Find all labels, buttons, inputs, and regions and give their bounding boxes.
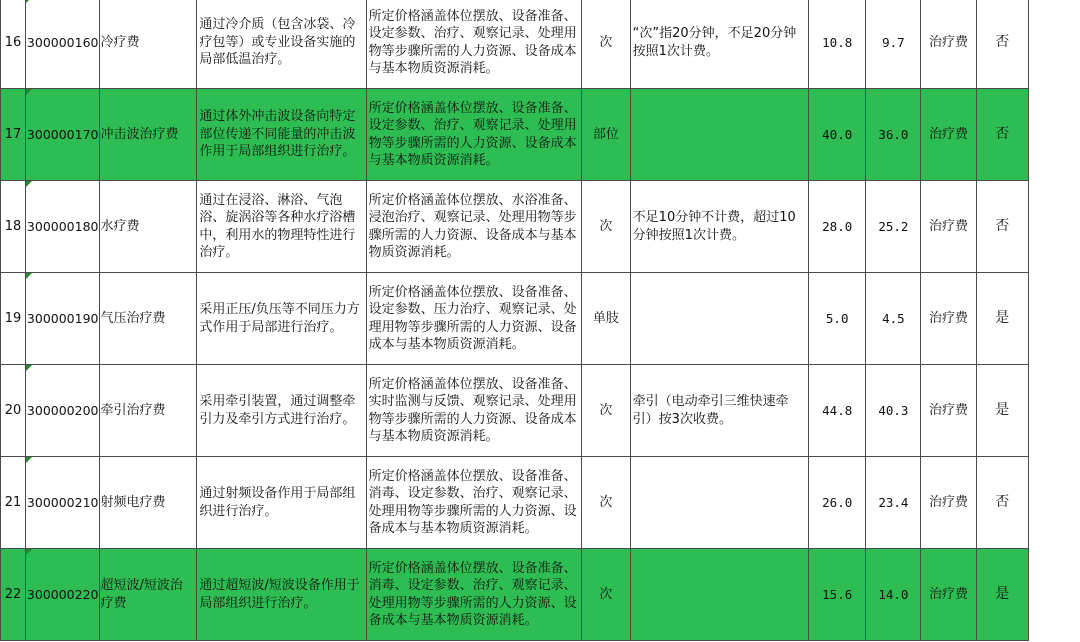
item-name: 牵引治疗费 [99,365,197,457]
insurance-flag: 否 [976,89,1028,181]
insurance-flag: 否 [976,181,1028,273]
pricing-unit: 次 [582,181,631,273]
pricing-note [630,89,808,181]
pricing-note: 牵引（电动牵引三维快速牵引）按3次收费。 [630,365,808,457]
pricing-unit: 次 [582,0,631,89]
price-level-1: 40.0 [809,89,866,181]
fee-category: 治疗费 [921,365,976,457]
item-code: 300000180 [25,181,99,273]
item-name: 冷疗费 [99,0,197,89]
fee-category: 治疗费 [921,457,976,549]
price-level-2: 40.3 [866,365,921,457]
price-scope: 所定价格涵盖体位摆放、设备准备、设定参数、治疗、观察记录、处理用物等步骤所需的人力资源、设备成本与基本物质资源消耗。 [366,89,582,181]
price-level-2: 25.2 [866,181,921,273]
insurance-flag: 是 [976,273,1028,365]
pricing-unit: 单肢 [582,273,631,365]
table-row [1,457,1080,549]
fee-category: 治疗费 [921,0,976,89]
table-row [1,365,1080,457]
table-row [1,0,1080,89]
row-number: 18 [1,181,26,273]
fee-category: 治疗费 [921,273,976,365]
item-code: 300000210 [25,457,99,549]
pricing-note [630,273,808,365]
item-code: 300000160 [25,0,99,89]
service-content: 通过冷介质（包含冰袋、冷疗包等）或专业设备实施的局部低温治疗。 [197,0,366,89]
service-content: 采用牵引装置，通过调整牵引力及牵引方式进行治疗。 [197,365,366,457]
pricing-unit: 次 [582,457,631,549]
insurance-flag: 是 [976,549,1028,641]
row-number: 17 [1,89,26,181]
row-number: 21 [1,457,26,549]
pricing-note: 不足10分钟不计费，超过10分钟按照1次计费。 [630,181,808,273]
price-level-2: 4.5 [866,273,921,365]
table-row [1,273,1080,365]
fee-category: 治疗费 [921,181,976,273]
price-level-2: 9.7 [866,0,921,89]
item-name: 水疗费 [99,181,197,273]
service-content: 通过体外冲击波设备向特定部位传递不同能量的冲击波作用于局部组织进行治疗。 [197,89,366,181]
row-number: 20 [1,365,26,457]
item-code: 300000190 [25,273,99,365]
price-scope: 所定价格涵盖体位摆放、设备准备、设定参数、治疗、观察记录、处理用物等步骤所需的人力资源、设备成本与基本物质资源消耗。 [366,0,582,89]
item-code: 300000220 [25,549,99,641]
item-code: 300000200 [25,365,99,457]
insurance-flag: 是 [976,365,1028,457]
pricing-note: “次”指20分钟，不足20分钟按照1次计费。 [630,0,808,89]
insurance-flag: 否 [976,0,1028,89]
price-level-1: 10.8 [809,0,866,89]
price-level-2: 23.4 [866,457,921,549]
pricing-unit: 次 [582,549,631,641]
item-name: 气压治疗费 [99,273,197,365]
pricing-unit: 次 [582,365,631,457]
price-level-1: 44.8 [809,365,866,457]
price-scope: 所定价格涵盖体位摆放、设备准备、实时监测与反馈、观察记录、处理用物等步骤所需的人力资源、设备成本与基本物质资源消耗。 [366,365,582,457]
service-content: 通过射频设备作用于局部组织进行治疗。 [197,457,366,549]
price-scope: 所定价格涵盖体位摆放、设备准备、消毒、设定参数、治疗、观察记录、处理用物等步骤所需的人力资源、设备成本与基本物质资源消耗。 [366,457,582,549]
service-content: 采用正压/负压等不同压力方式作用于局部进行治疗。 [197,273,366,365]
table-row [1,549,1080,641]
price-level-2: 36.0 [866,89,921,181]
price-scope: 所定价格涵盖体位摆放、设备准备、设定参数、压力治疗、观察记录、处理用物等步骤所需的人力资源、设备成本与基本物质资源消耗。 [366,273,582,365]
row-number: 19 [1,273,26,365]
price-level-1: 28.0 [809,181,866,273]
price-scope: 所定价格涵盖体位摆放、设备准备、消毒、设定参数、治疗、观察记录、处理用物等步骤所需的人力资源、设备成本与基本物质资源消耗。 [366,549,582,641]
price-scope: 所定价格涵盖体位摆放、水浴准备、浸泡治疗、观察记录、处理用物等步骤所需的人力资源、设备成本与基本物质资源消耗。 [366,181,582,273]
fee-category: 治疗费 [921,549,976,641]
price-level-1: 26.0 [809,457,866,549]
item-name: 冲击波治疗费 [99,89,197,181]
pricing-unit: 部位 [582,89,631,181]
insurance-flag: 否 [976,457,1028,549]
fee-category: 治疗费 [921,89,976,181]
pricing-note [630,457,808,549]
price-level-1: 15.6 [809,549,866,641]
pricing-note [630,549,808,641]
price-level-1: 5.0 [809,273,866,365]
item-code: 300000170 [25,89,99,181]
row-number: 22 [1,549,26,641]
item-name: 射频电疗费 [99,457,197,549]
item-name: 超短波/短波治疗费 [99,549,197,641]
row-number: 16 [1,0,26,89]
table-row [1,89,1080,181]
price-level-2: 14.0 [866,549,921,641]
table-row [1,181,1080,273]
service-content: 通过超短波/短波设备作用于局部组织进行治疗。 [197,549,366,641]
service-content: 通过在浸浴、淋浴、气泡浴、旋涡浴等各种水疗浴槽中，利用水的物理特性进行治疗。 [197,181,366,273]
